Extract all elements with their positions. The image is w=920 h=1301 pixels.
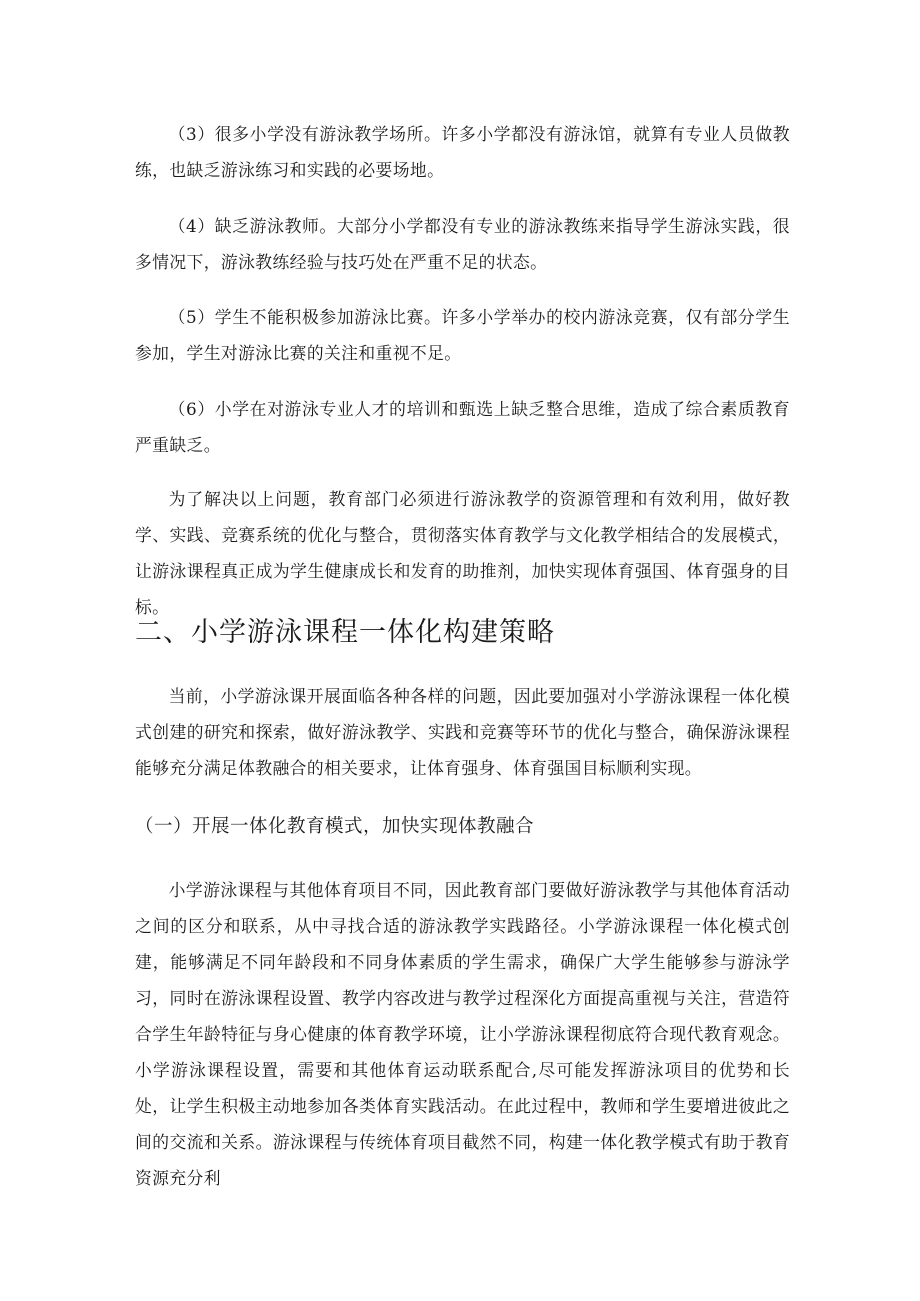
list-item-4: （4）缺乏游泳教师。大部分小学都没有专业的游泳教练来指导学生游泳实践，很多情况下，游泳教练经验与技巧处在严重不足的状态。 (135, 216, 790, 272)
list-item-6: （6）小学在对游泳专业人才的培训和甄选上缺乏整合思维，造成了综合素质教育严重缺乏。 (135, 399, 790, 455)
subsection-heading: （一）开展一体化教育模式，加快实现体教融合 (135, 816, 535, 837)
section-intro-paragraph: 当前，小学游泳课开展面临各种各样的问题，因此要加强对小学游泳课程一体化模式创建的研究和探索，做好游泳教学、实践和竞赛等环节的优化与整合，确保游泳课程能够充分满足体教融合的相关要求，让体育强身、体育强国目标顺利实现。 (135, 686, 790, 778)
section-heading: 二、小学游泳课程一体化构建策略 (135, 617, 555, 648)
list-item-5: （5）学生不能积极参加游泳比赛。许多小学举办的校内游泳竞赛，仅有部分学生参加，学生对游泳比赛的关注和重视不足。 (135, 307, 790, 363)
summary-paragraph: 为了解决以上问题，教育部门必须进行游泳教学的资源管理和有效利用，做好教学、实践、竞赛系统的优化与整合，贯彻落实体育教学与文化教学相结合的发展模式，让游泳课程真正成为学生健康成长和发育的助推剂，加快实现体育强国、体育强身的目标。 (135, 489, 790, 617)
list-item-3: （3）很多小学没有游泳教学场所。许多小学都没有游泳馆，就算有专业人员做教练，也缺乏游泳练习和实践的必要场地。 (135, 124, 790, 180)
body-paragraph: 小学游泳课程与其他体育项目不同，因此教育部门要做好游泳教学与其他体育活动之间的区分和联系，从中寻找合适的游泳教学实践路径。小学游泳课程一体化模式创建，能够满足不同年龄段和不同身体素质的学生需求，确保广大学生能够参与游泳学习，同时在游泳课程设置、教学内容改进与教学过程深化方面提高重视与关注，营造符合学生年龄特征与身心健康的体育教学环境，让小学游泳课程彻底符合现代教育观念。小学游泳课程设置，需要和其他体育运动联系配合,尽可能发挥游泳项目的优势和长处，让学生积极主动地参加各类体育实践活动。在此过程中，教师和学生要增进彼此之间的交流和关系。游泳课程与传统体育项目截然不同，构建一体化教学模式有助于教育资源充分利 (135, 880, 790, 1188)
